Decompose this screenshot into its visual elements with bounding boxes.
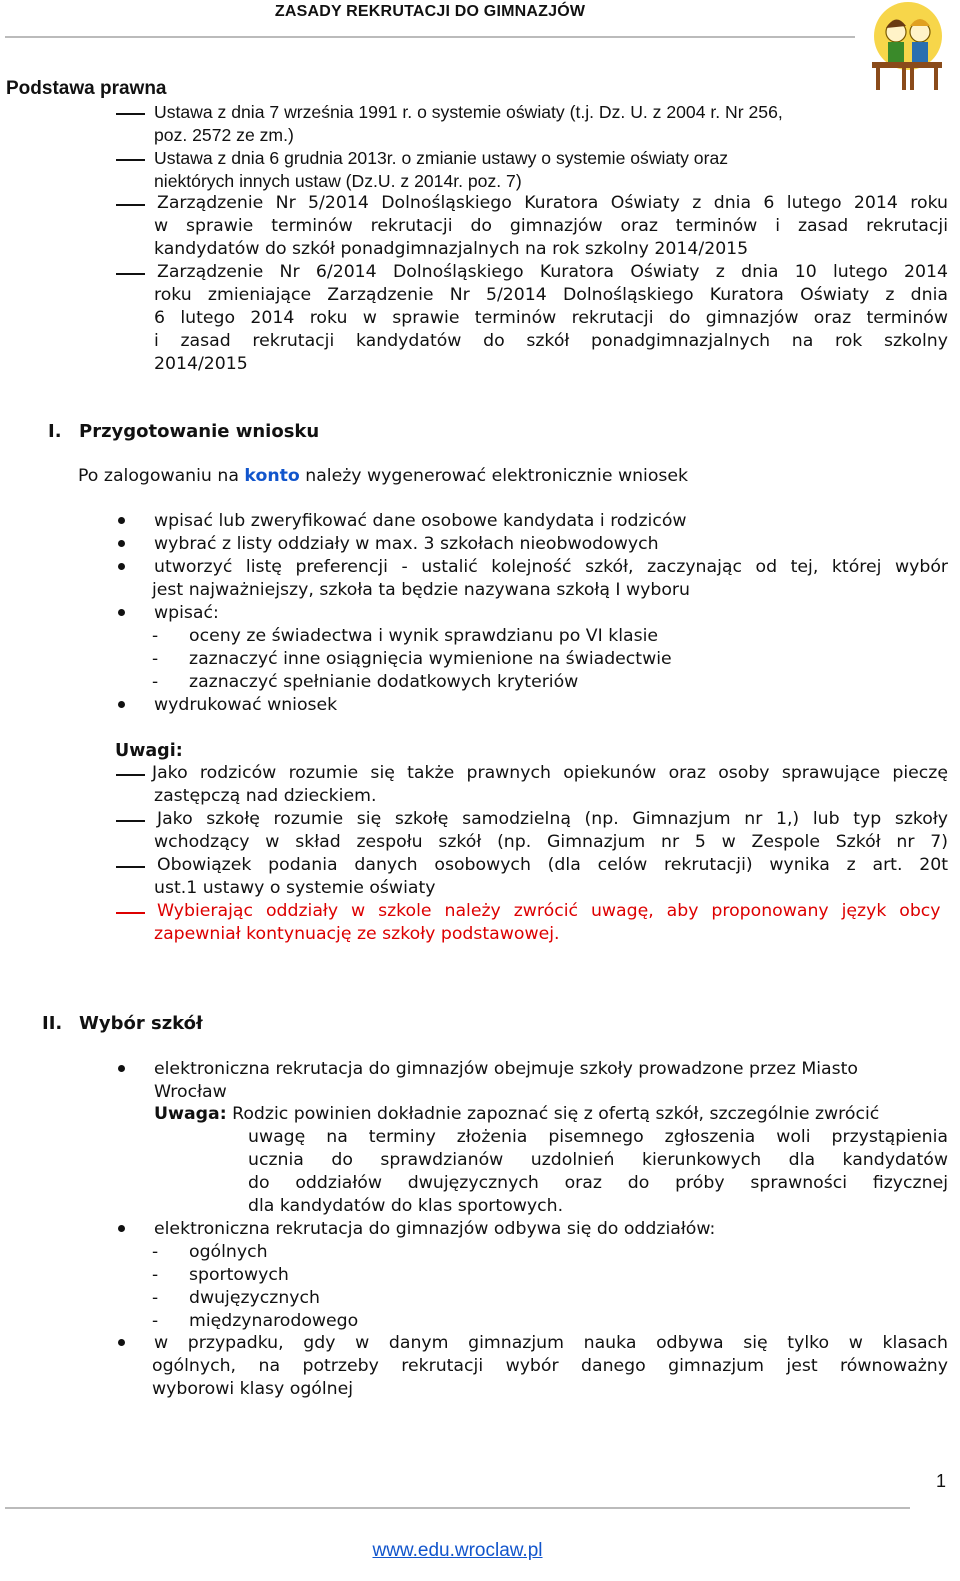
legal-item-line: i zasad rekrutacji kandydatów do szkół ponadgimnazjalnych na rok szkolny [154, 331, 948, 351]
bullet-icon [118, 609, 125, 616]
note-line: zastępczą nad dzieckiem. [154, 786, 377, 806]
legal-item-line: kandydatów do szkół ponadgimnazjalnych na rok szkolny 2014/2015 [154, 239, 749, 259]
class-type-item: ogólnych [189, 1242, 268, 1262]
list-item: Wrocław [154, 1082, 227, 1102]
list-item: wydrukować wniosek [154, 695, 338, 715]
list-item: ogólnych, na potrzeby rekrutacji wybór danego gimnazjum jest równoważny [152, 1356, 948, 1376]
section-2-number: II. [42, 1013, 63, 1034]
uwaga-line: do oddziałów dwujęzycznych oraz do próby sprawności fizycznej [248, 1173, 948, 1193]
legal-item-line: Ustawa z dnia 7 września 1991 r. o systemie oświaty (t.j. Dz. U. z 2004 r. Nr 256, [154, 102, 783, 122]
section-1-intro: Po zalogowaniu na konto należy wygenerować elektronicznie wniosek [78, 466, 689, 486]
sub-item: oceny ze świadectwa i wynik sprawdzianu po VI klasie [189, 626, 659, 646]
account-link[interactable]: konto [244, 466, 300, 486]
dash-marker: - [152, 1288, 159, 1308]
school-children-logo-icon [858, 2, 956, 94]
list-item: wpisać lub zweryfikować dane osobowe kandydata i rodziców [154, 511, 687, 531]
list-item: wpisać: [154, 603, 219, 623]
uwaga-line: dla kandydatów do klas sportowych. [248, 1196, 564, 1216]
uwaga-line: uwagę na terminy złożenia pisemnego zgłoszenia woli przystąpienia [248, 1127, 948, 1147]
important-note-line: Wybierając oddziały w szkole należy zwrócić uwagę, aby proponowany język obcy [157, 901, 941, 921]
class-type-item: sportowych [189, 1265, 289, 1285]
bullet-icon [118, 540, 125, 547]
dash-marker: - [152, 672, 159, 692]
dash-marker: - [152, 626, 159, 646]
header-rule [5, 36, 855, 38]
note-line: wchodzący w skład zespołu szkół (np. Gimnazjum nr 5 w Zespole Szkół nr 7) [154, 832, 948, 852]
footer-rule [5, 1507, 910, 1509]
legal-item-line: Ustawa z dnia 6 grudnia 2013r. o zmianie ustawy o systemie oświaty oraz [154, 148, 729, 168]
important-note-line: zapewniał kontynuację ze szkoły podstawowej. [154, 924, 560, 944]
bullet-icon [118, 1225, 125, 1232]
list-item: jest najważniejszy, szkoła ta będzie nazywana szkołą I wyboru [152, 580, 690, 600]
dash-marker: - [152, 649, 159, 669]
list-item: wybrać z listy oddziały w max. 3 szkołach nieobwodowych [154, 534, 659, 554]
note-line: ust.1 ustawy o systemie oświaty [154, 878, 436, 898]
bullet-icon [118, 1339, 125, 1346]
bullet-icon [118, 1065, 125, 1072]
legal-item-line: Zarządzenie Nr 5/2014 Dolnośląskiego Kuratora Oświaty z dnia 6 lutego 2014 roku [157, 193, 948, 213]
legal-item-line: poz. 2572 ze zm.) [154, 125, 294, 145]
dash-marker: - [152, 1311, 159, 1331]
section-1-number: I. [48, 421, 62, 442]
section-1-title: Przygotowanie wniosku [79, 421, 320, 442]
list-item: elektroniczna rekrutacja do gimnazjów odbywa się do oddziałów: [154, 1219, 716, 1239]
class-type-item: międzynarodowego [189, 1311, 359, 1331]
uwaga-line: ucznia do sprawdzianów uzdolnień kierunkowych dla kandydatów [248, 1150, 948, 1170]
dash-marker: - [152, 1242, 159, 1262]
legal-item-line: 6 lutego 2014 roku w sprawie terminów rekrutacji do gimnazjów oraz terminów [154, 308, 948, 328]
dash-marker: - [152, 1265, 159, 1285]
list-item: utworzyć listę preferencji - ustalić kolejność szkół, zaczynając od tej, której wybór [154, 557, 948, 577]
bullet-icon [118, 517, 125, 524]
uwaga-line: Uwaga: Rodzic powinien dokładnie zapoznać się z ofertą szkół, szczególnie zwrócić [154, 1104, 880, 1124]
class-type-item: dwujęzycznych [189, 1288, 320, 1308]
legal-item-line: Zarządzenie Nr 6/2014 Dolnośląskiego Kuratora Oświaty z dnia 10 lutego 2014 [157, 262, 948, 282]
legal-item-line: roku zmieniające Zarządzenie Nr 5/2014 Dolnośląskiego Kuratora Oświaty z dnia [154, 285, 948, 305]
legal-item-line: niektórych innych ustaw (Dz.U. z 2014r. poz. 7) [154, 171, 522, 191]
list-item: w przypadku, gdy w danym gimnazjum nauka odbywa się tylko w klasach [154, 1333, 948, 1353]
sub-item: zaznaczyć inne osiągnięcia wymienione na świadectwie [189, 649, 672, 669]
list-item: wyborowi klasy ogólnej [152, 1379, 354, 1399]
notes-heading: Uwagi: [115, 741, 183, 761]
page-number: 1 [936, 1471, 947, 1491]
list-item: elektroniczna rekrutacja do gimnazjów obejmuje szkoły prowadzone przez Miasto [154, 1059, 858, 1079]
document-header-title: ZASADY REKRUTACJI DO GIMNAZJÓW [274, 3, 586, 20]
bullet-icon [118, 701, 125, 708]
sub-item: zaznaczyć spełnianie dodatkowych kryteriów [189, 672, 579, 692]
section-2-title: Wybór szkół [79, 1013, 203, 1034]
legal-item-line: 2014/2015 [154, 354, 248, 374]
legal-item-line: w sprawie terminów rekrutacji do gimnazjów oraz terminów i zasad rekrutacji [154, 216, 948, 236]
bullet-icon [118, 563, 125, 570]
legal-basis-heading: Podstawa prawna [6, 78, 167, 99]
note-line: Jako szkołę rozumie się szkołę samodzielną (np. Gimnazjum nr 1,) lub typ szkoły [157, 809, 948, 829]
note-line: Obowiązek podania danych osobowych (dla celów rekrutacji) wynika z art. 20t [157, 855, 948, 875]
note-line: Jako rodziców rozumie się także prawnych opiekunów oraz osoby sprawujące pieczę [152, 763, 948, 783]
footer-website-link[interactable]: www.edu.wroclaw.pl [372, 1540, 543, 1561]
